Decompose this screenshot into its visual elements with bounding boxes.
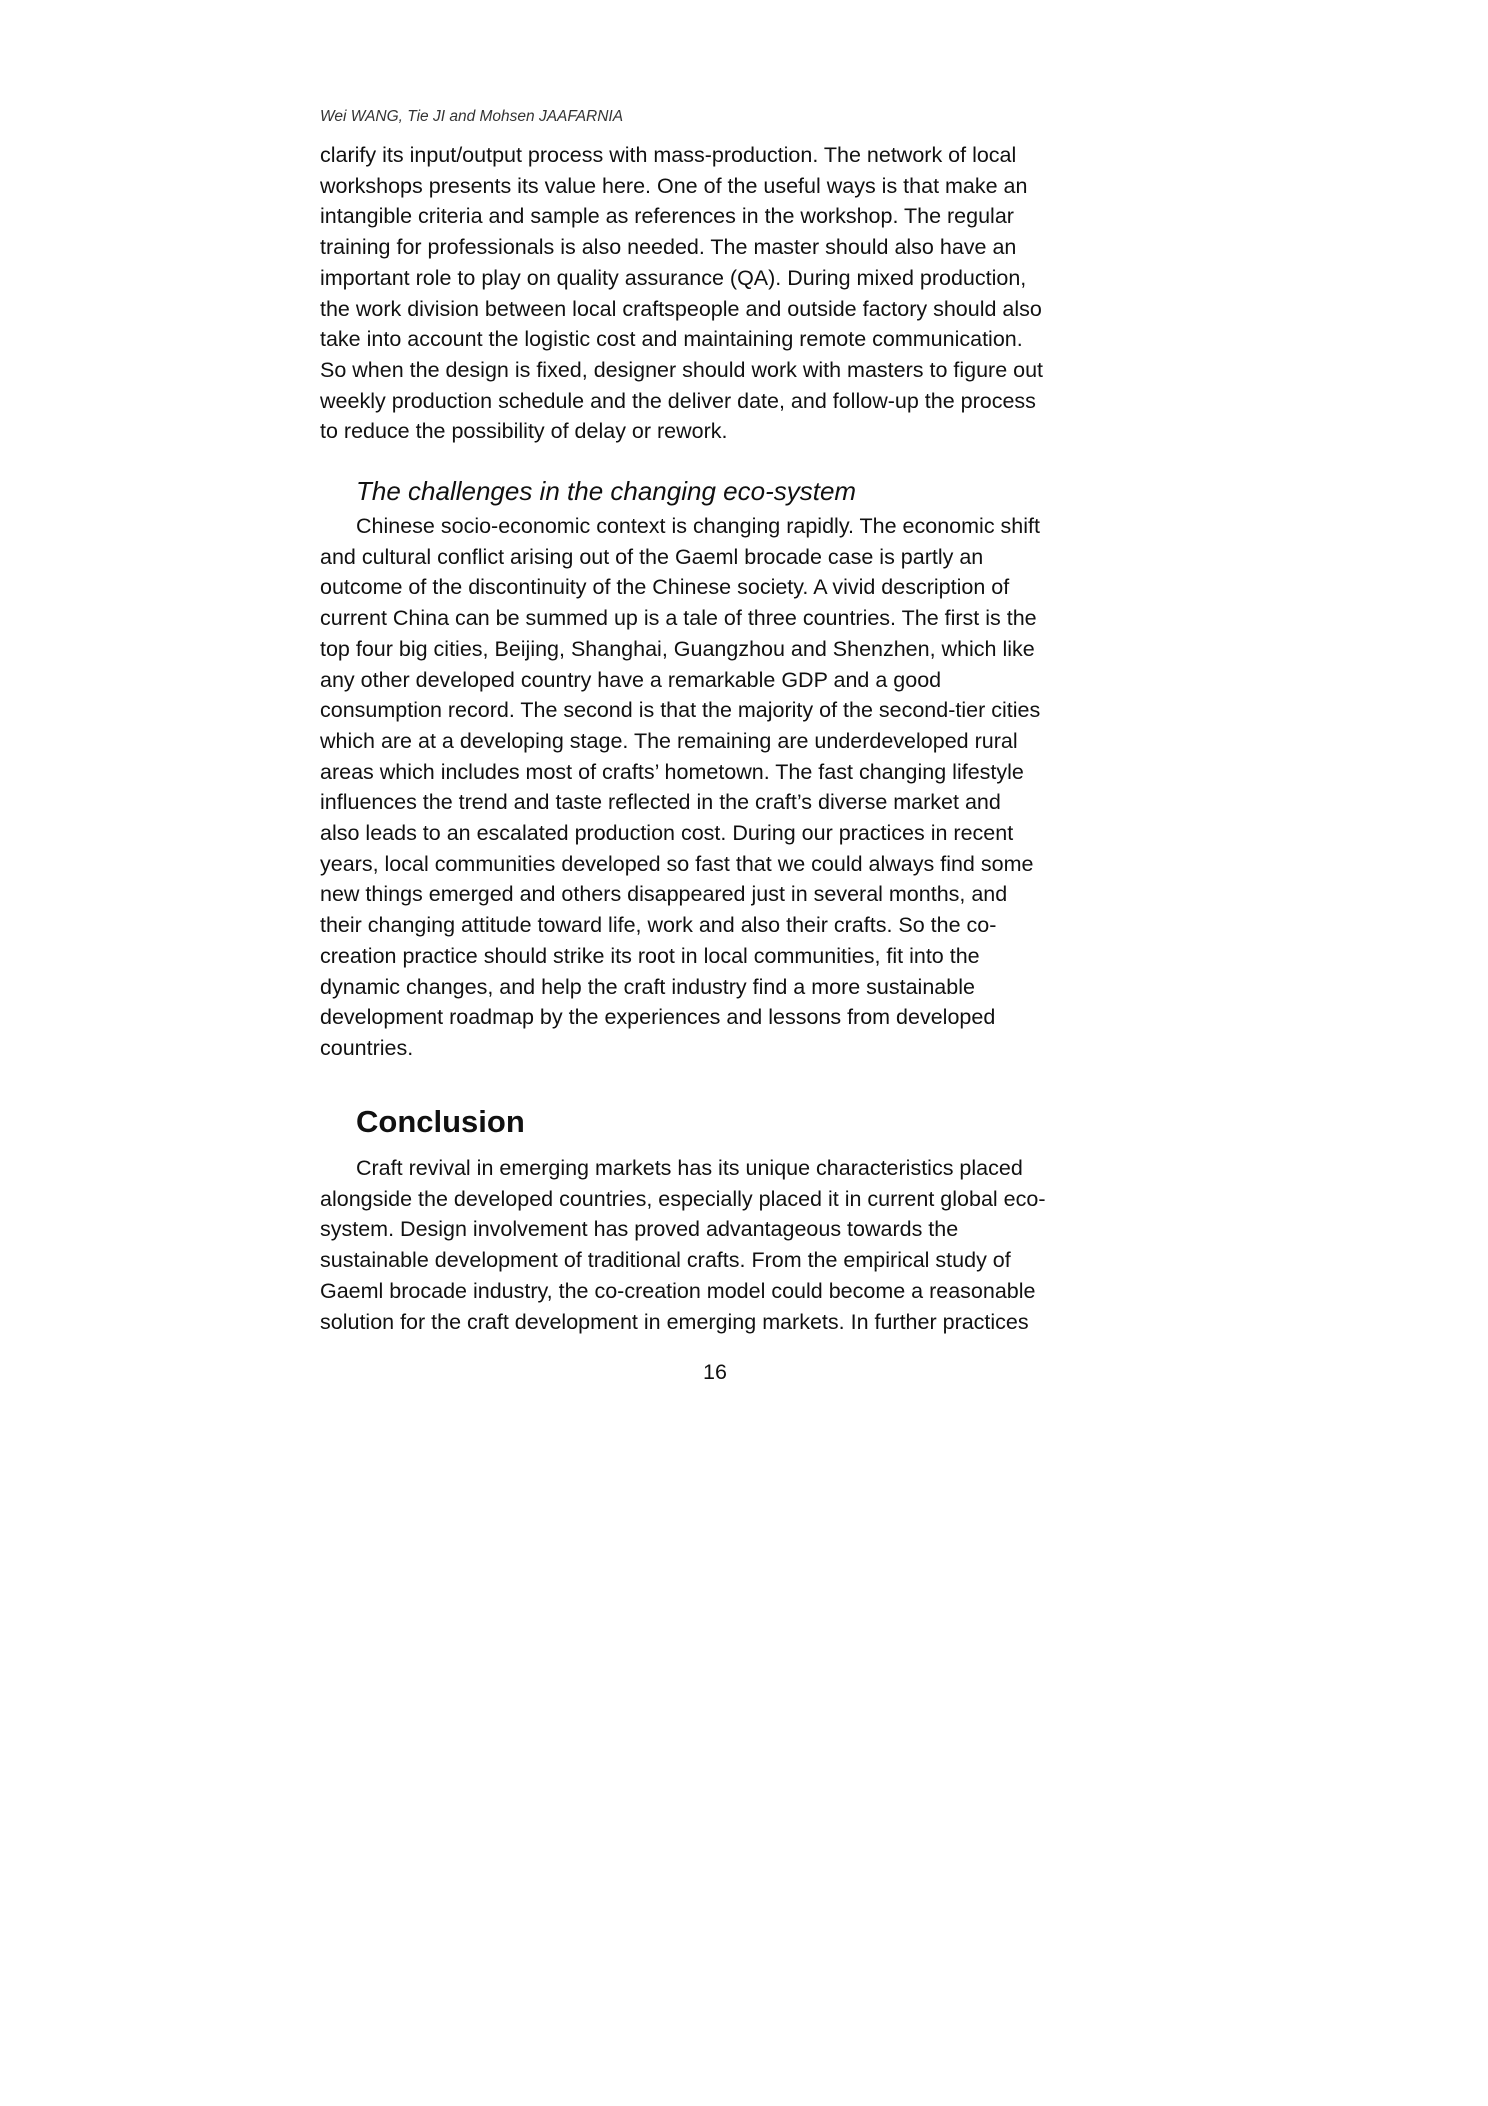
text-line: any other developed country have a remarkable GDP and a good	[320, 667, 942, 692]
text-line: dynamic changes, and help the craft industry find a more sustainable	[320, 974, 975, 999]
text-line: areas which includes most of crafts’ hometown. The fast changing lifestyle	[320, 759, 1024, 784]
text-line: workshops presents its value here. One of the useful ways is that make an	[320, 173, 1028, 198]
text-line: and cultural conflict arising out of the Gaeml brocade case is partly an	[320, 544, 984, 569]
text-line: new things emerged and others disappeared just in several months, and	[320, 882, 1008, 907]
text-line: outcome of the discontinuity of the Chinese society. A vivid description of	[320, 575, 1010, 600]
text-line: solution for the craft development in emerging markets. In further practices	[320, 1309, 1029, 1334]
text-line: current China can be summed up is a tale of three countries. The first is the	[320, 606, 1037, 631]
paragraph-eco-system	[320, 511, 1110, 1064]
text-line: system. Design involvement has proved advantageous towards the	[320, 1217, 959, 1242]
paragraph-conclusion	[320, 1153, 1110, 1337]
text-line: take into account the logistic cost and maintaining remote communication.	[320, 327, 1023, 352]
text-line: intangible criteria and sample as references in the workshop. The regular	[320, 204, 1014, 229]
text-line: alongside the developed countries, especially placed it in current global eco-	[320, 1186, 1046, 1211]
text-line: Craft revival in emerging markets has its unique characteristics placed	[356, 1156, 1023, 1180]
text-line: countries.	[320, 1035, 414, 1060]
section-heading-conclusion: Conclusion	[356, 1104, 525, 1139]
text-line: their changing attitude toward life, work and also their crafts. So the co-	[320, 913, 997, 938]
text-line: Chinese socio-economic context is changing rapidly. The economic shift	[356, 514, 1040, 538]
text-line: top four big cities, Beijing, Shanghai, Guangzhou and Shenzhen, which like	[320, 636, 1035, 661]
text-line: sustainable development of traditional crafts. From the empirical study of	[320, 1248, 1011, 1273]
text-line: training for professionals is also needed. The master should also have an	[320, 235, 1017, 260]
running-header-authors: Wei WANG, Tie JI and Mohsen JAAFARNIA	[320, 108, 624, 125]
text-line: So when the design is fixed, designer should work with masters to figure out	[320, 357, 1044, 382]
text-line: development roadmap by the experiences and lessons from developed	[320, 1005, 996, 1030]
paragraph-production-process	[320, 140, 1110, 447]
section-heading-challenges: The challenges in the changing eco-system	[356, 476, 857, 506]
page-number: 16	[703, 1360, 727, 1384]
text-line: creation practice should strike its root in local communities, fit into the	[320, 943, 980, 968]
text-line: clarify its input/output process with mass-production. The network of local	[320, 143, 1017, 167]
text-line: also leads to an escalated production cost. During our practices in recent	[320, 821, 1014, 846]
text-line: influences the trend and taste reflected in the craft’s diverse market and	[320, 790, 1001, 815]
text-line: weekly production schedule and the deliver date, and follow-up the process	[320, 388, 1036, 413]
text-line: consumption record. The second is that the majority of the second-tier cities	[320, 698, 1041, 723]
text-line: years, local communities developed so fast that we could always find some	[320, 851, 1034, 876]
text-line: the work division between local craftspeople and outside factory should also	[320, 296, 1042, 321]
text-line: important role to play on quality assurance (QA). During mixed production,	[320, 265, 1027, 290]
text-line: to reduce the possibility of delay or rework.	[320, 419, 728, 444]
text-line: Gaeml brocade industry, the co-creation model could become a reasonable	[320, 1278, 1036, 1303]
document-page	[320, 0, 1110, 2106]
text-line: which are at a developing stage. The remaining are underdeveloped rural	[320, 728, 1018, 753]
